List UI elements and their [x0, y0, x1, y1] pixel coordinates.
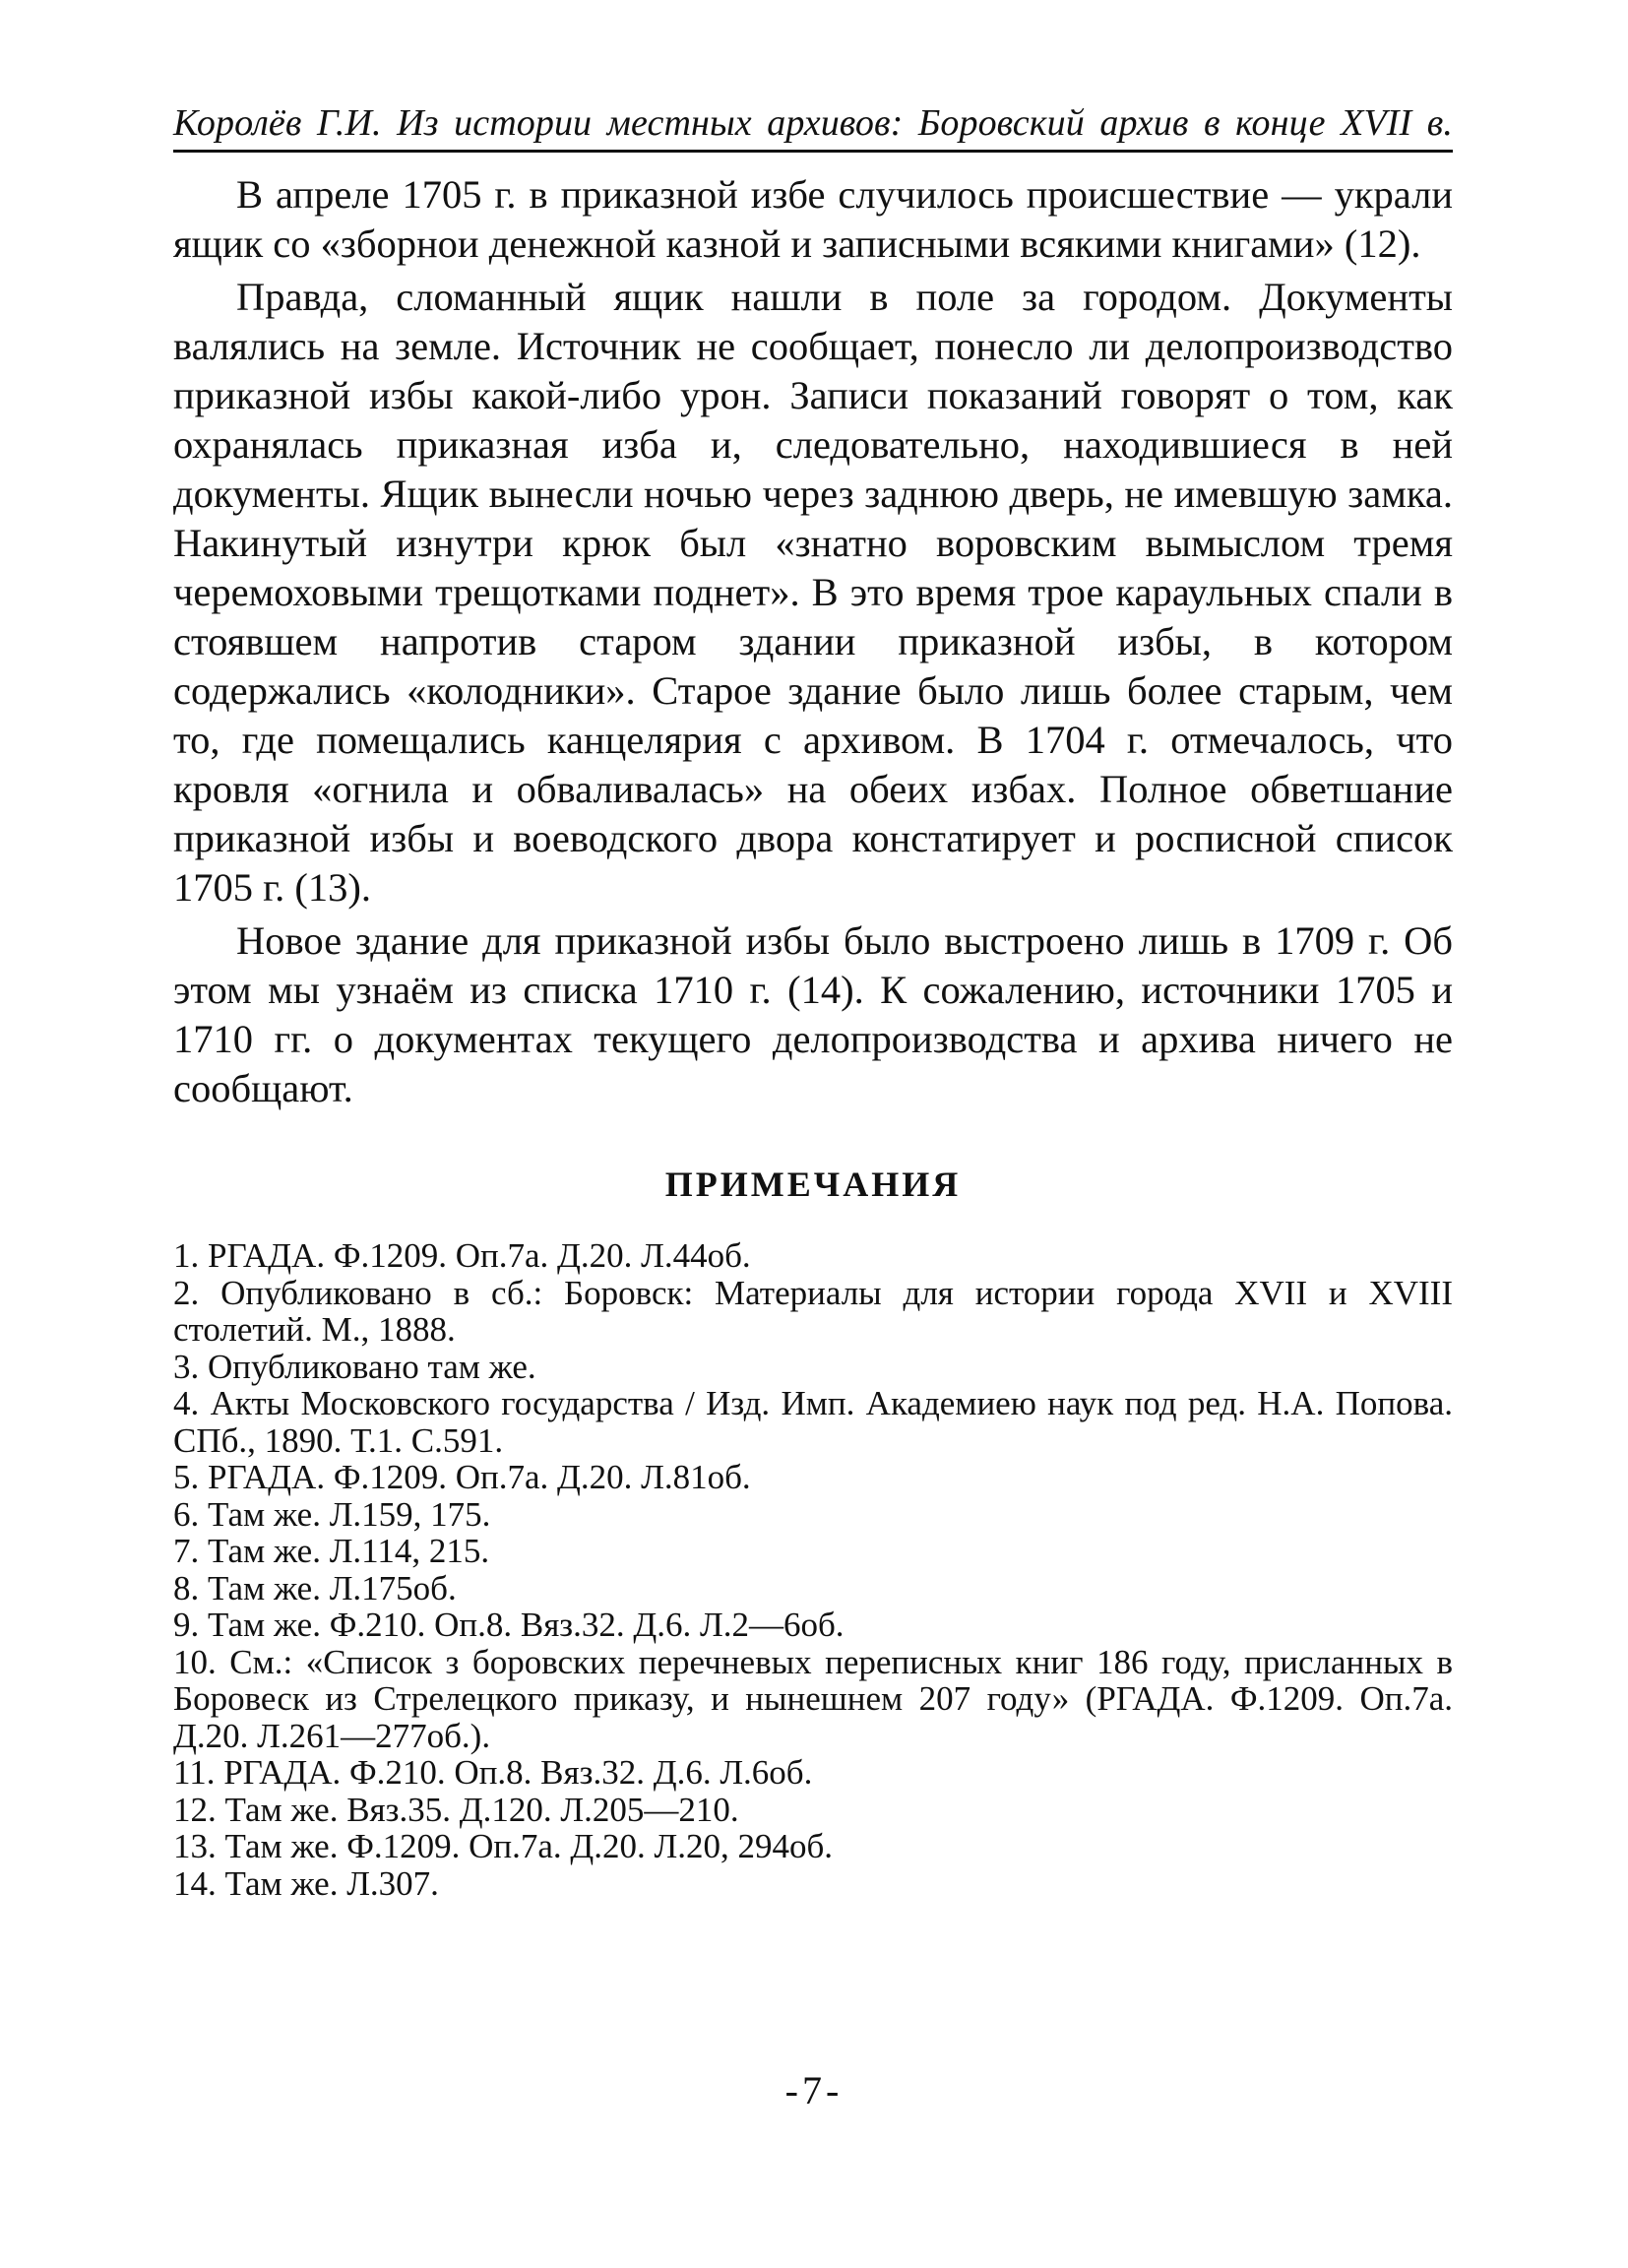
header-rule [173, 150, 1453, 153]
notes-list [173, 1237, 1453, 1902]
paragraph: Новое здание для приказной избы было выстроено лишь в 1709 г. Об этом мы узнаём из списка 1710 г. (14). К сожалению, источники 1705 и 1710 гг. о документах текущего делопроизводства и архива ничего не сообщают. [173, 918, 1453, 1110]
note-item: 9. Там же. Ф.210. Оп.8. Вяз.32. Д.6. Л.2—6об. [173, 1606, 845, 1644]
body-text [173, 170, 1453, 1113]
note-item: 2. Опубликовано в сб.: Боровск: Материалы для истории города XVII и XVIII столетий. М., 1888. [173, 1273, 1453, 1349]
running-header: Королёв Г.И. Из истории местных архивов: Боровский архив в конце XVII в. [173, 102, 1453, 144]
paragraph: Правда, сломанный ящик нашли в поле за городом. Документы валялись на земле. Источник не сообщает, понесло ли делопроизводство приказной избы какой-либо урон. Записи показаний говорят о том, как охранялась приказная изба и, следовательно, находившиеся в ней документы. Ящик вынесли ночью через заднюю дверь, не имевшую замка. Накинутый изнутри крюк был «знатно воровским вымыслом тремя черемоховыми трещотками поднет». В это время трое караульных спали в стоявшем напротив старом здании приказной избы, в котором содержались «колодники». Старое здание было лишь более старым, чем то, где помещались канцелярия с архивом. В 1704 г. отмечалось, что кровля «огнила и обваливалась» на обеих избах. Полное обветшание приказной избы и воеводского двора констатирует и росписной список 1705 г. (13). [173, 275, 1453, 910]
note-item: 10. См.: «Список з боровских перечневых переписных книг 186 году, присланных в Боровеск из Стрелецкого приказу, и нынешнем 207 году» (РГАДА. Ф.1209. Оп.7а. Д.20. Л.261—277об.). [173, 1642, 1453, 1755]
note-item: 13. Там же. Ф.1209. Оп.7а. Д.20. Л.20, 294об. [173, 1827, 834, 1865]
notes-heading: ПРИМЕЧАНИЯ [664, 1165, 962, 1204]
note-item: 7. Там же. Л.114, 215. [173, 1532, 490, 1570]
page-content [173, 100, 1453, 1902]
note-item: 11. РГАДА. Ф.210. Оп.8. Вяз.32. Д.6. Л.6об. [173, 1753, 813, 1792]
note-item: 3. Опубликовано там же. [173, 1347, 536, 1386]
paragraph: В апреле 1705 г. в приказной избе случилось происшествие — украли ящик со «зборнои денежной казной и записными всякими книгами» (12). [173, 172, 1453, 266]
note-item: 6. Там же. Л.159, 175. [173, 1494, 491, 1534]
note-item: 5. РГАДА. Ф.1209. Оп.7а. Д.20. Л.81об. [173, 1458, 751, 1496]
note-item: 1. РГАДА. Ф.1209. Оп.7а. Д.20. Л.44об. [173, 1236, 751, 1275]
note-item: 14. Там же. Л.307. [173, 1863, 439, 1903]
note-item: 4. Акты Московского государства / Изд. Имп. Академиею наук под ред. Н.А. Попова. СПб., 1890. Т.1. С.591. [173, 1384, 1453, 1460]
page-number: -7- [784, 2068, 844, 2112]
note-item: 12. Там же. Вяз.35. Д.120. Л.205—210. [173, 1790, 739, 1829]
note-item: 8. Там же. Л.175об. [173, 1568, 457, 1607]
